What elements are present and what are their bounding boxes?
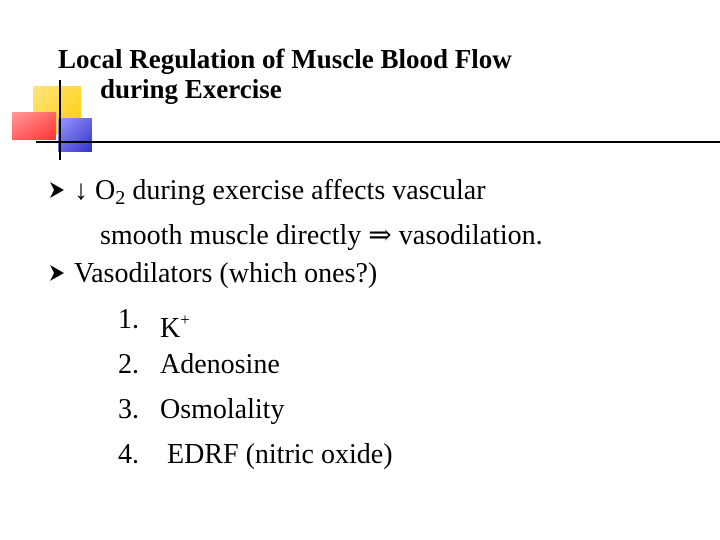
list-number: 4. xyxy=(118,439,139,471)
implies-symbol: ⇒ xyxy=(368,220,392,252)
oxygen-symbol: O xyxy=(95,175,116,206)
list-text: Osmolality xyxy=(160,394,285,426)
list-item xyxy=(48,342,708,387)
list-number: 3. xyxy=(118,394,139,426)
list-item xyxy=(48,387,708,432)
oxygen-subscript: 2 xyxy=(115,187,126,210)
list-number: 2. xyxy=(118,349,139,381)
red-square-decoration xyxy=(12,112,56,140)
bullet-item-oxygen xyxy=(48,172,708,255)
list-item xyxy=(48,432,708,477)
title-line-1: Local Regulation of Muscle Blood Flow xyxy=(58,44,512,74)
slide-title xyxy=(58,44,678,104)
bullet-text: Vasodilators (which ones?) xyxy=(74,258,378,290)
potassium-symbol: K xyxy=(160,312,181,344)
arrow-bullet-icon xyxy=(48,255,70,293)
list-item xyxy=(48,297,708,342)
bullet-text-c: vasodilation. xyxy=(391,220,543,252)
arrow-bullet-icon xyxy=(48,172,70,210)
bullet-text-b: smooth muscle directly xyxy=(100,220,369,252)
vasodilator-list xyxy=(48,297,708,477)
bullet-item-vasodilators xyxy=(48,255,708,293)
title-divider-line xyxy=(36,141,720,143)
list-number: 1. xyxy=(118,304,139,336)
down-arrow-symbol: ↓ xyxy=(74,175,88,206)
potassium-superscript: + xyxy=(180,310,190,330)
bullet-continuation xyxy=(74,217,708,255)
list-text: EDRF (nitric oxide) xyxy=(160,439,393,471)
blue-square-decoration xyxy=(58,118,92,152)
list-text: Adenosine xyxy=(160,349,280,381)
bullet-text-a: during exercise affects vascular xyxy=(125,175,486,206)
slide-body xyxy=(48,172,708,477)
title-line-2: during Exercise xyxy=(100,74,282,104)
